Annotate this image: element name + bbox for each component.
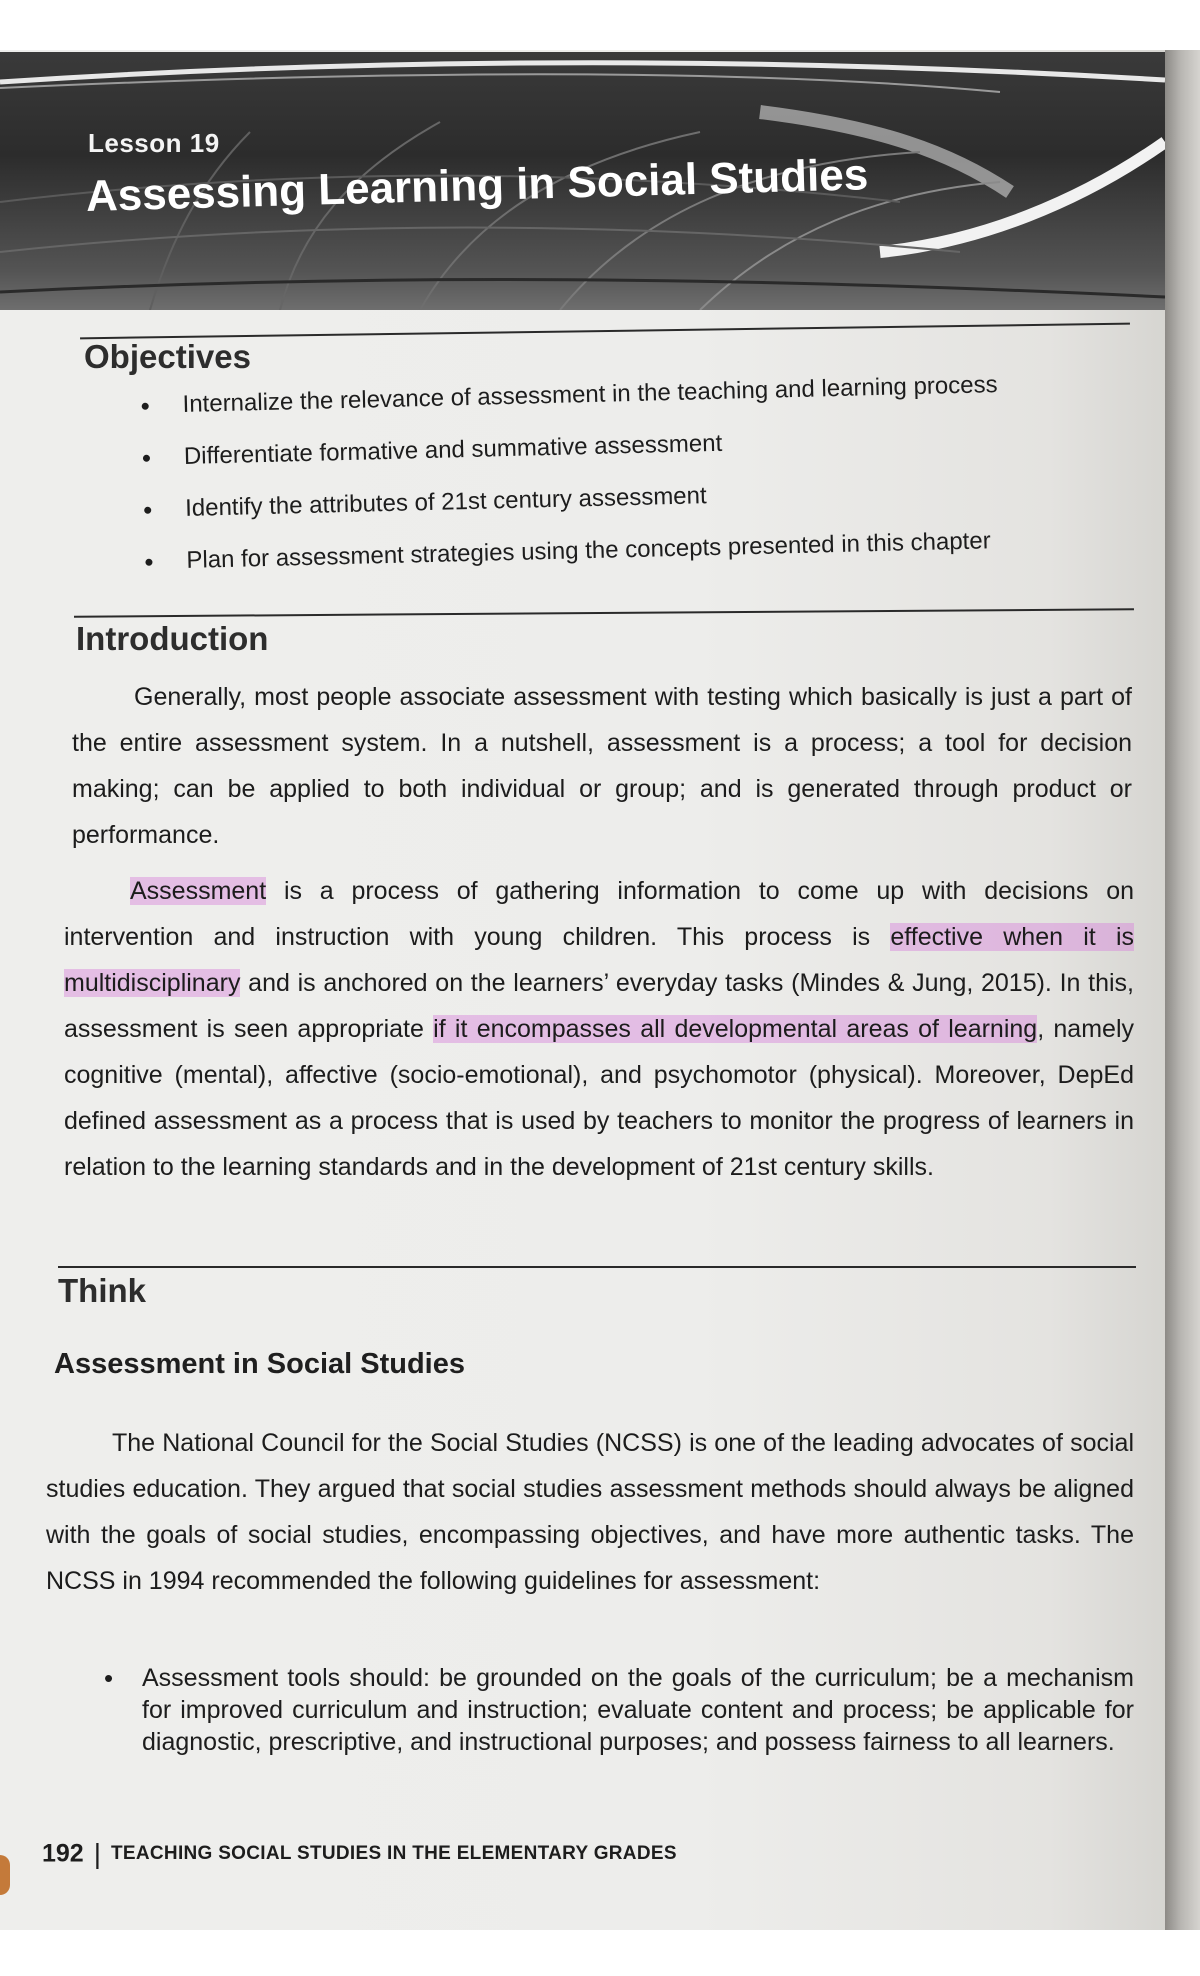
- intro-paragraph-2: Assessment is a process of gathering information to come up with decisions on intervention and instruction with young children. This process is effective when it is multidisciplinary and is anchored on the learners’ everyday tasks (Mindes & Jung, 2015). In this, assessment is seen appropriate if it encompasses all developmental areas of learning, namely cognitive (mental), affective (socio-emotional), and psychomotor (physical). Moreover, DepEd defined assessment as a process that is used by teachers to monitor the progress of learners in relation to the learning standards and in the development of 21st century skills.: [64, 877, 1134, 1181]
- highlight: effective when it is multidisciplinary: [64, 923, 1134, 997]
- page-footer: [42, 1838, 677, 1870]
- divider: [58, 1266, 1136, 1268]
- guideline-list: [104, 1662, 1134, 1758]
- objective-item: • Identify the attributes of 21st century assessment: [143, 460, 1144, 536]
- guideline-item: • Assessment tools should: be grounded on the goals of the curriculum; be a mechanism for improved curriculum and instruction; evaluate content and process; be applicable for diagnostic, prescriptive, and instructional purposes; and possess fairness to all learners.: [104, 1663, 1134, 1756]
- objectives-list: [140, 356, 1145, 588]
- page-number: 192: [42, 1839, 84, 1868]
- introduction-heading: Introduction: [76, 620, 269, 657]
- intro-paragraph-1: Generally, most people associate assessment with testing which basically is just a part of the entire assessment system. In a nutshell, assessment is a process; a tool for decision making; can be applied to both individual or group; and is generated through product or performance.: [72, 683, 1132, 849]
- footer-separator: |: [93, 1838, 101, 1869]
- bullet-icon: •: [144, 546, 154, 577]
- highlight: if it encompasses all developmental areas of learning: [433, 1015, 1038, 1043]
- objective-item: • Differentiate formative and summative assessment: [141, 408, 1142, 484]
- bullet-icon: •: [141, 442, 152, 473]
- bullet-icon: •: [104, 1663, 114, 1693]
- objectives-heading: Objectives: [84, 338, 251, 375]
- think-subheading: Assessment in Social Studies: [54, 1348, 465, 1380]
- think-heading: Think: [58, 1272, 146, 1309]
- thumb-edge: [0, 1855, 10, 1895]
- objective-item: • Plan for assessment strategies using the concepts presented in this chapter: [144, 512, 1145, 588]
- highlight: Assessment: [130, 877, 267, 905]
- lesson-banner: [0, 52, 1165, 310]
- objective-item: • Internalize the relevance of assessment in the teaching and learning process: [140, 356, 1141, 432]
- lesson-label: Lesson 19: [88, 128, 220, 158]
- page-edge-shadow: [1165, 50, 1200, 1930]
- bullet-icon: •: [140, 390, 151, 421]
- book-title: TEACHING SOCIAL STUDIES IN THE ELEMENTARY GRADES: [111, 1843, 677, 1864]
- think-paragraph: The National Council for the Social Studies (NCSS) is one of the leading advocates of social studies education. They argued that social studies assessment methods should always be aligned with the goals of social studies, encompassing objectives, and have more authentic tasks. The NCSS in 1994 recommended the following guidelines for assessment:: [46, 1429, 1134, 1595]
- bullet-icon: •: [142, 494, 153, 525]
- lesson-title: Assessing Learning in Social Studies: [85, 150, 869, 221]
